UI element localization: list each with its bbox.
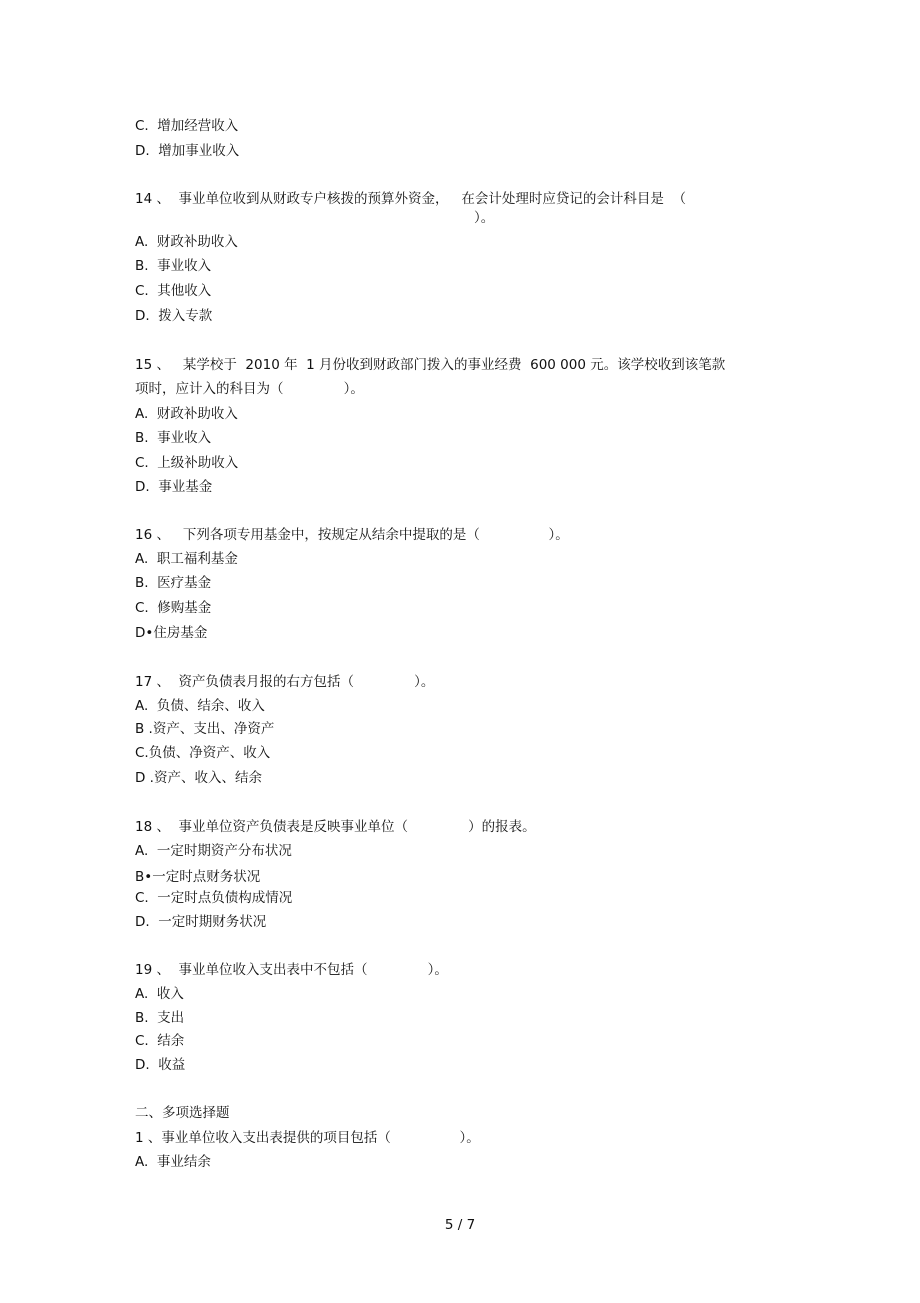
question-15: 15 、 某学校于 2010 年 1 月份收到财政部门拨入的事业经费 600 000 元。该学校收到该笔款 xyxy=(135,357,726,373)
option-b-15: B. 事业收入 xyxy=(135,430,212,446)
option-a-15: A. 财政补助收入 xyxy=(135,406,238,422)
option-c-15: C. 上级补助收入 xyxy=(135,455,239,471)
option-c-19: C. 结余 xyxy=(135,1033,185,1049)
option-b-16: B. 医疗基金 xyxy=(135,575,212,591)
option-d-14: D. 拨入专款 xyxy=(135,308,213,324)
option-d-16: D•住房基金 xyxy=(135,625,208,641)
option-c-14: C. 其他收入 xyxy=(135,283,212,299)
question-16: 16 、 下列各项专用基金中，按规定从结余中提取的是（ ）。 xyxy=(135,527,569,543)
question-18: 18 、 事业单位资产负债表是反映事业单位（ ）的报表。 xyxy=(135,819,536,835)
option-d-17: D .资产、收入、结余 xyxy=(135,770,262,786)
option-c-18: C. 一定时点负债构成情况 xyxy=(135,890,293,906)
option-a-17: A. 负债、结余、收入 xyxy=(135,698,265,714)
question-14-cont: ）。 xyxy=(474,210,495,226)
option-a-18: A. 一定时期资产分布状况 xyxy=(135,843,292,859)
option-d-15: D. 事业基金 xyxy=(135,479,213,495)
option-d-19: D. 收益 xyxy=(135,1057,186,1073)
multi-option-a-1: A. 事业结余 xyxy=(135,1154,211,1170)
option-b-14: B. 事业收入 xyxy=(135,258,212,274)
question-15-cont: 项时，应计入的科目为（ ）。 xyxy=(135,381,364,397)
option-a-14: A. 财政补助收入 xyxy=(135,234,238,250)
option-b-18: B•一定时点财务状况 xyxy=(135,869,261,885)
question-14: 14 、 事业单位收到从财政专户核拨的预算外资金， 在会计处理时应贷记的会计科目是 （ xyxy=(135,191,687,207)
option-c-16: C. 修购基金 xyxy=(135,600,212,616)
option-b-19: B. 支出 xyxy=(135,1010,185,1026)
question-17: 17 、 资产负债表月报的右方包括（ ）。 xyxy=(135,674,435,690)
multi-question-1: 1 、事业单位收入支出表提供的项目包括（ ）。 xyxy=(135,1130,480,1146)
page-number: 5 / 7 xyxy=(444,1217,476,1233)
question-19: 19 、 事业单位收入支出表中不包括（ ）。 xyxy=(135,962,448,978)
option-a-16: A. 职工福利基金 xyxy=(135,551,238,567)
option-d-13: D. 增加事业收入 xyxy=(135,143,240,159)
option-d-18: D. 一定时期财务状况 xyxy=(135,914,267,930)
option-b-17: B .资产、支出、净资产 xyxy=(135,721,275,737)
option-c-17: C.负债、净资产、收入 xyxy=(135,745,271,761)
section-heading-multiple-choice: 二、多项选择题 xyxy=(135,1105,230,1121)
option-c-13: C. 增加经营收入 xyxy=(135,118,239,134)
option-a-19: A. 收入 xyxy=(135,986,184,1002)
